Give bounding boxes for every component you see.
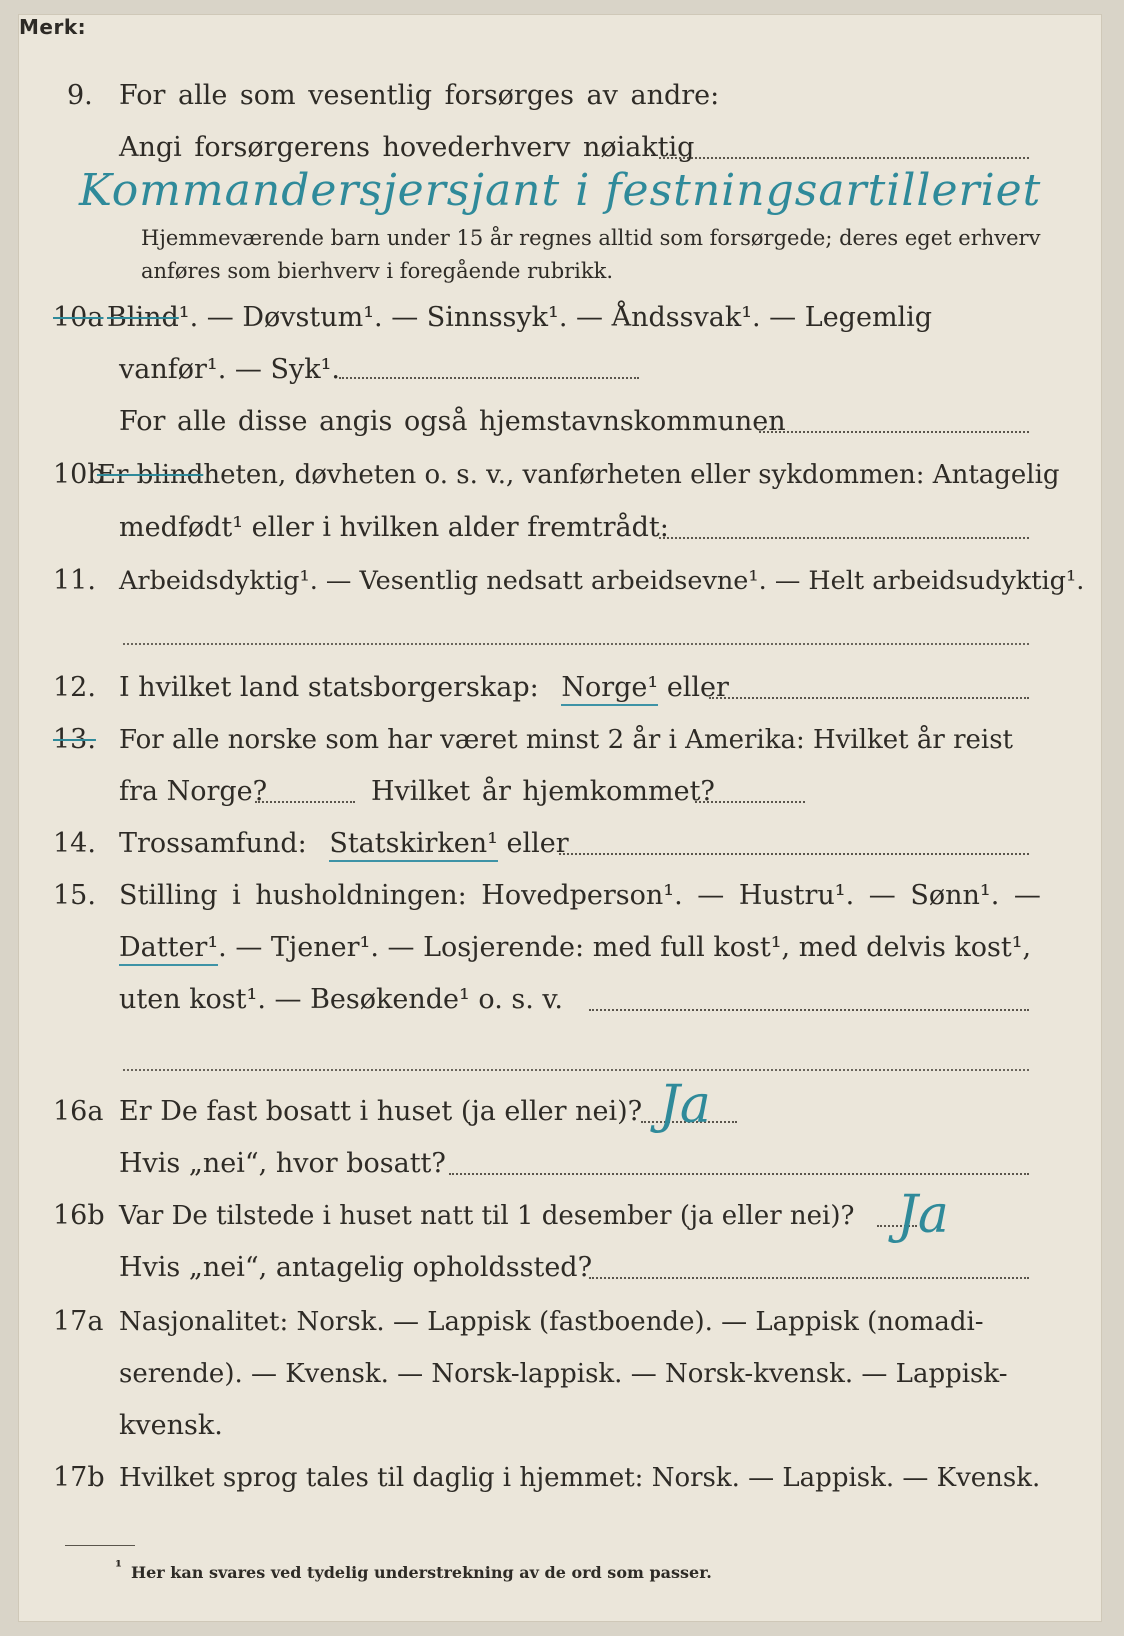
q15-line3: uten kost¹. — Besøkende¹ o. s. v.	[119, 984, 564, 1015]
q12-underlined-norge: Norge¹	[561, 672, 658, 706]
q9-line2: Angi forsørgerens hovederhverv nøiaktig	[119, 132, 695, 163]
q10a-hjemstavn-line	[759, 431, 1029, 433]
q17a-line1: Nasjonalitet: Norsk. — Lappisk (fastboende). — Lappisk (nomadi-	[119, 1307, 984, 1337]
q15-answer-line	[589, 1009, 1029, 1011]
q14-answer-line	[559, 853, 1029, 855]
q15-underlined-datter: Datter¹	[119, 932, 218, 966]
q14-line1: Trossamfund: Statskirken¹ eller	[119, 827, 569, 861]
q10a-answer-line	[339, 377, 639, 379]
footnote-mark: ¹	[115, 1557, 123, 1576]
footnote-rule	[65, 1545, 135, 1546]
q15-line2: Datter¹. — Tjener¹. — Losjerende: med full kost¹, med delvis kost¹,	[119, 931, 1031, 965]
census-form-page	[18, 14, 1102, 1622]
q16a-handwritten-answer: Ja	[659, 1075, 711, 1135]
q16b-line2: Hvis „nei“, antagelig opholdssted?	[119, 1252, 593, 1283]
q17a-number: 17a	[53, 1306, 104, 1337]
q16b-handwritten-answer: Ja	[897, 1185, 949, 1245]
q10a-line2: vanfør¹. — Syk¹.	[119, 354, 340, 385]
q16b-line1: Var De tilstede i huset natt til 1 desember (ja eller nei)?	[119, 1201, 855, 1231]
q16a-line1: Er De fast bosatt i huset (ja eller nei)?	[119, 1096, 643, 1127]
q11-blank-line	[123, 643, 1029, 645]
q15-line1: Stilling i husholdningen: Hovedperson¹. — Hustru¹. — Sønn¹. —	[119, 880, 1041, 911]
q16a-line2: Hvis „nei“, hvor bosatt?	[119, 1148, 446, 1179]
q17b-line1: Hvilket sprog tales til daglig i hjemmet: Norsk. — Lappisk. — Kvensk.	[119, 1463, 1041, 1493]
q16a-bosatt-line	[449, 1173, 1029, 1175]
q10b-answer-line	[659, 537, 1029, 539]
q10b-line1: Er blindheten, døvheten o. s. v., vanførheten eller sykdommen: Antagelig	[97, 460, 1060, 490]
merk-line2: anføres som bierhverv i foregående rubrikk.	[141, 259, 614, 283]
q10b-struck-text: Er blind	[97, 460, 204, 490]
q9-answer-line	[659, 157, 1029, 159]
q13-number: 13.	[53, 724, 96, 755]
q9-number: 9.	[67, 80, 93, 111]
merk-line1: Hjemmeværende barn under 15 år regnes alltid som forsørgede; deres eget erhverv	[141, 226, 1041, 250]
q11-line1: Arbeidsdyktig¹. — Vesentlig nedsatt arbeidsevne¹. — Helt arbeidsudyktig¹.	[119, 566, 1085, 596]
q16a-number: 16a	[53, 1096, 104, 1127]
q17b-number: 17b	[53, 1462, 105, 1493]
q12-line1: I hvilket land statsborgerskap: Norge¹ eller	[119, 671, 729, 705]
q17a-line3: kvensk.	[119, 1410, 223, 1441]
q14-underlined-statskirken: Statskirken¹	[329, 828, 498, 862]
q17a-line2: serende). — Kvensk. — Norsk-lappisk. — Norsk-kvensk. — Lappisk-	[119, 1359, 1008, 1389]
q13-reist-line	[255, 801, 355, 803]
q9-handwritten-answer: Kommandersjersjant i festningsartilleriet	[79, 165, 1042, 216]
merk-label: Merk:	[19, 15, 87, 39]
q9-line1: For alle som vesentlig forsørges av andre:	[119, 80, 720, 111]
q10a-line3: For alle disse angis også hjemstavnskommunen	[119, 406, 786, 437]
footnote-text: Her kan svares ved tydelig understrekning av de ord som passer.	[131, 1563, 712, 1582]
q12-number: 12.	[53, 672, 96, 703]
q16b-number: 16b	[53, 1200, 105, 1231]
q13-line2a: fra Norge?	[119, 776, 268, 807]
q12-answer-line	[709, 697, 1029, 699]
q13-line2b: Hvilket år hjemkommet?	[371, 776, 715, 807]
q15-blank-line	[123, 1069, 1029, 1071]
q16b-opholdssted-line	[589, 1277, 1029, 1279]
q10a-line1: Blind¹. — Døvstum¹. — Sinnssyk¹. — Åndssvak¹. — Legemlig	[107, 302, 933, 333]
q13-line1: For alle norske som har været minst 2 år i Amerika: Hvilket år reist	[119, 725, 1013, 755]
q10a-number: 10a	[53, 302, 104, 333]
q14-number: 14.	[53, 828, 96, 859]
q10a-struck-text: Blind	[107, 302, 179, 333]
q11-number: 11.	[53, 565, 96, 596]
q10b-line2: medfødt¹ eller i hvilken alder fremtrådt:	[119, 512, 669, 543]
q10b-number: 10b	[53, 459, 105, 490]
q15-number: 15.	[53, 880, 96, 911]
q13-hjemkommet-line	[695, 801, 805, 803]
